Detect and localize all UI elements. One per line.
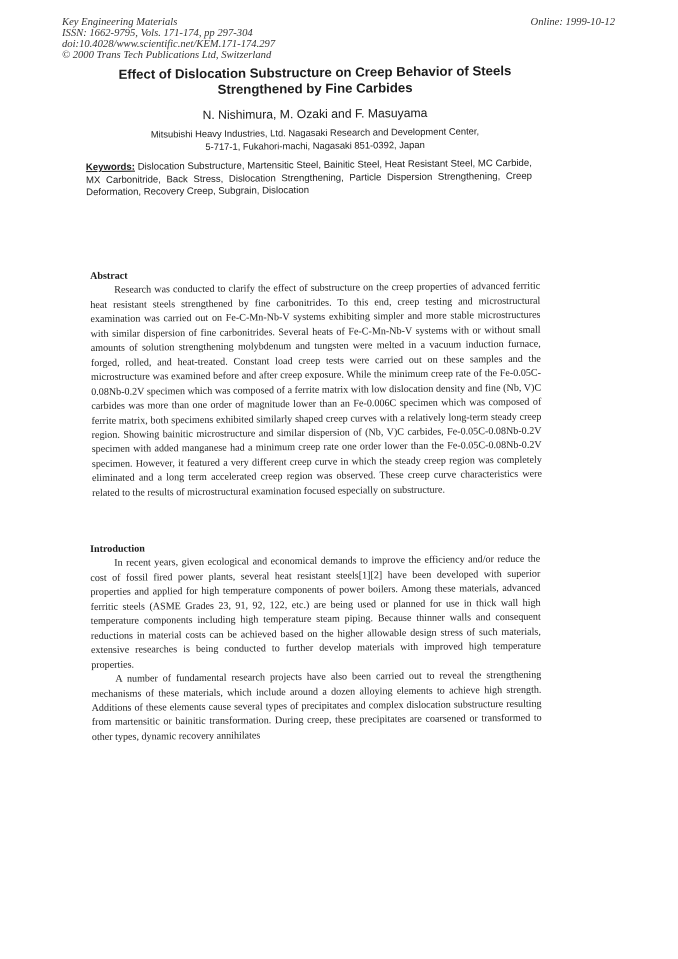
journal-name: Key Engineering Materials: [62, 17, 178, 28]
affiliation-line-1: Mitsubishi Heavy Industries, Ltd. Nagasaki Research and Development Center,: [150, 125, 480, 140]
keywords-label: Keywords:: [85, 161, 135, 174]
journal-copyright: © 2000 Trans Tech Publications Ltd, Switzerland: [62, 50, 272, 61]
authors: N. Nishimura, M. Ozaki and F. Masuyama: [202, 105, 428, 123]
title-line-1: Effect of Dislocation Substructure on Creep Behavior of Steels: [118, 63, 512, 82]
journal-header: [62, 17, 275, 61]
keywords-block: [86, 158, 532, 200]
title-line-2: Strengthened by Fine Carbides: [217, 80, 413, 97]
journal-issn: ISSN: 1662-9795, Vols. 171-174, pp 297-304: [62, 28, 253, 39]
keywords-text: Dislocation Substructure, Martensitic Steel, Bainitic Steel, Heat Resistant Steel, MC Carbide, MX Carbonitride, Back Stress, Dislocation Strengthening, Particle Dispersion Strengthening, Creep Deformation, Recovery Creep, Subgrain, Dislocation: [85, 157, 533, 199]
introduction-heading: Introduction: [90, 543, 145, 555]
abstract-text: Research was conducted to clarify the effect of substructure on the creep properties of advanced ferritic heat resistant steels strengthened by fine carbonitrides. To this end, creep testing and microstructural examination was carried out on Fe-C-Mn-Nb-V systems exhibiting simpler and more stable microstructures with similar dispersion of fine carbonitrides. Several heats of Fe-C-Mn-Nb-V systems with or without small amounts of solution strengthening molybdenum and tungsten were melted in a vacuum induction furnace, forged, rolled, and heat-treated. Constant load creep tests were carried out on these samples and the microstructure was examined before and after creep exposure. While the minimum creep rate of the Fe-0.05C-0.08Nb-0.2V specimen which was composed of a ferrite matrix with low dislocation density and fine (Nb, V)C carbides was more than one order of magnitude lower than an Fe-0.006C specimen which was composed of ferrite matrix, both specimens exhibited similarly shaped creep curves with a relatively long-term steady creep region. Showing bainitic microstructure and similar dispersion of (Nb, V)C carbides, Fe-0.05C-0.08Nb-0.2V specimen with added manganese had a minimum creep rate one order lower than the Fe-0.05C-0.08Nb-0.2V specimen. However, it featured a very different creep curve in which the steady creep region was completely eliminated and a long term accelerated creep region was observed. These creep curve characteristics were related to the results of microstructural examination focused especially on substructure.: [90, 281, 543, 499]
abstract-section: [90, 266, 542, 502]
introduction-paragraph-1: In recent years, given ecological and economical demands to improve the efficiency and/or reduce the cost of fossil fired power plants, several heat resistant steels[1][2] have been developed with superior properties and applied for high temperature components of power boilers. Among these materials, advanced ferritic steels (ASME Grades 23, 91, 92, 122, etc.) are being used or planned for use in thick wall high temperature components including high temperature steam piping. Because thinner walls and consequent reductions in material costs can be achieved based on the higher allowable design stress of such materials, extensive researches is being conducted to further develop materials with improved high temperature properties.: [90, 554, 542, 671]
introduction-section: [90, 539, 542, 746]
abstract-heading: Abstract: [90, 270, 128, 282]
paper-title: [80, 63, 550, 100]
affiliation: [100, 124, 530, 154]
journal-doi: doi:10.4028/www.scientific.net/KEM.171-174.297: [62, 39, 276, 50]
affiliation-line-2: 5-717-1, Fukahori-machi, Nagasaki 851-0392, Japan: [205, 138, 425, 153]
online-date: Online: 1999-10-12: [530, 17, 615, 28]
introduction-paragraph-2: A number of fundamental research projects have also been carried out to reveal the strengthening mechanisms of these materials, which include around a dozen alloying elements to achieve high strength. Additions of these elements cause several types of precipitates and complex dislocation substructure resulting from martensitic or bainitic transformation. During creep, these precipitates are coarsened or transformed to other types, dynamic recovery annihilates: [91, 669, 542, 743]
